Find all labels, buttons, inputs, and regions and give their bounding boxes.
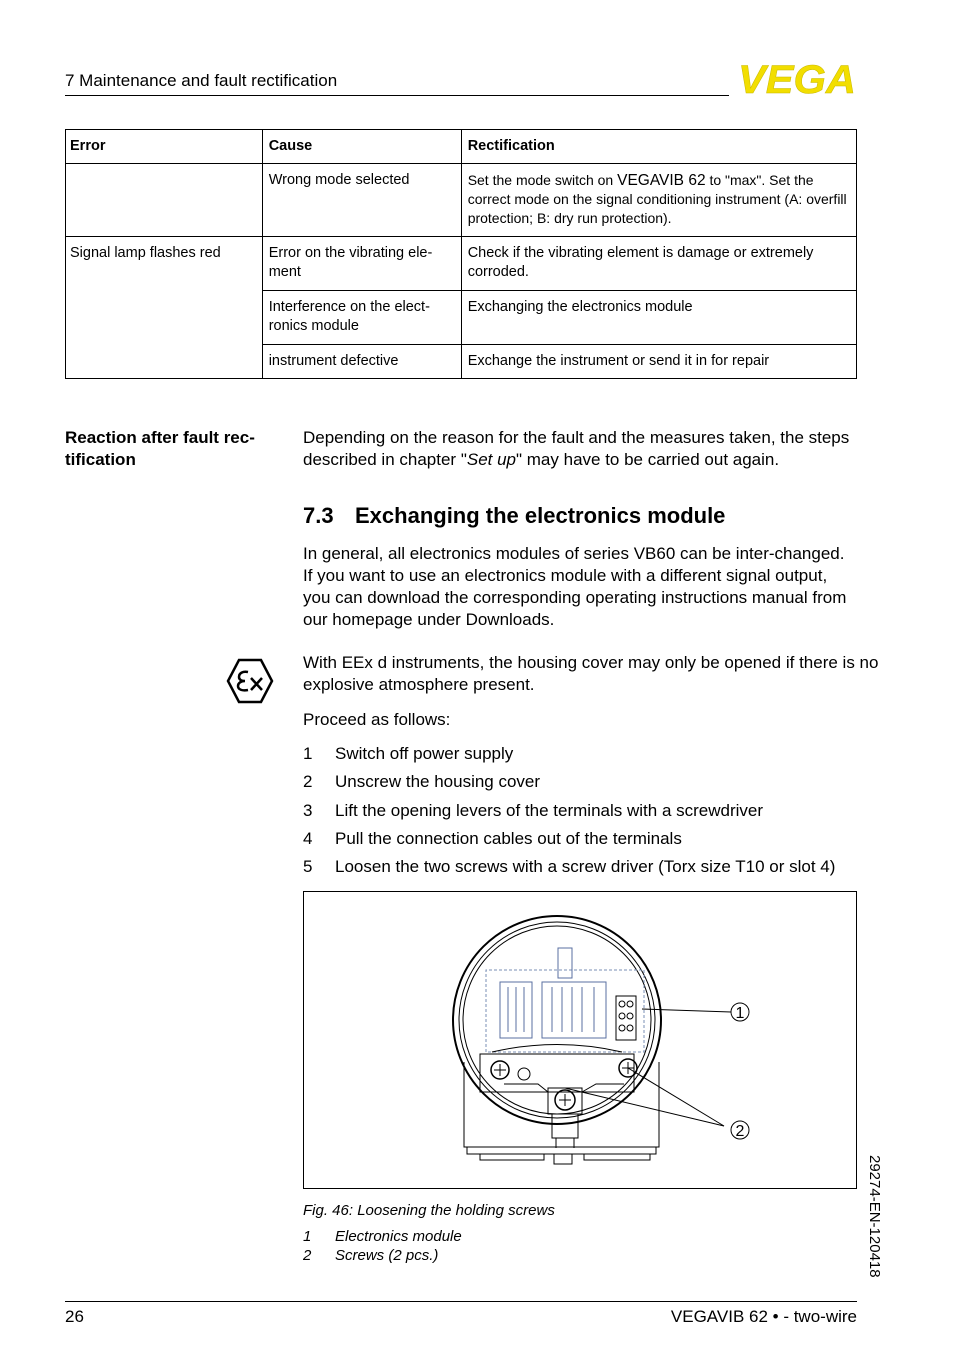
cell-rectification: [461, 164, 856, 237]
step-number: 2: [303, 772, 313, 791]
cell-rectification: Check if the vibrating element is damage or extremely corroded.: [461, 237, 856, 291]
step-text: Switch off power supply: [335, 744, 514, 763]
col-header-error: Error: [66, 130, 263, 164]
section-title: Exchanging the electronics module: [355, 503, 726, 528]
housing-drawing: [304, 892, 856, 1188]
table-row: [66, 237, 857, 291]
setup-chapter-link: Set up: [466, 450, 517, 469]
figure-frame: [303, 891, 857, 1189]
cell-cause: Wrong mode selected: [262, 164, 461, 237]
legend-item: [303, 1247, 438, 1264]
callout-2-label: 2: [735, 1123, 745, 1140]
ex-hazard-icon: [226, 658, 274, 704]
legend-number: 1: [303, 1228, 312, 1245]
svg-text:VEGA: VEGA: [738, 62, 856, 98]
header-rule: [65, 95, 729, 96]
page-number: 26: [65, 1307, 84, 1326]
step-text: Pull the connection cables out of the terminals: [335, 829, 682, 848]
cell-rectification: Exchanging the electronics module: [461, 291, 856, 345]
section-number: 7.3: [303, 503, 334, 528]
list-item: [303, 828, 682, 850]
table-header-row: [66, 130, 857, 164]
legend-number: 2: [303, 1247, 312, 1264]
legend-item: [303, 1228, 462, 1245]
reaction-text-post: " may have to be carried out again.: [516, 450, 780, 469]
running-header: 7 Maintenance and fault rectification: [65, 71, 338, 90]
proceed-text: Proceed as follows:: [303, 710, 451, 729]
list-item: [303, 743, 513, 765]
list-item: [303, 800, 763, 822]
step-number: 3: [303, 801, 313, 820]
step-number: 1: [303, 744, 313, 763]
product-name: VEGAVIB 62: [617, 172, 706, 189]
step-number: 5: [303, 857, 313, 876]
cell-error: [66, 164, 263, 237]
step-text: Loosen the two screws with a screw driver (Torx size T10 or slot 4): [335, 857, 836, 876]
document-number: 29274-EN-120418: [866, 1155, 883, 1278]
vega-logo: [736, 62, 858, 98]
section-intro: In general, all electronics modules of series VB60 can be inter-changed. If you want to use an electronics module with a different signal output, you can download the corresponding operating instructions manual from our homepage under Downloads.: [303, 544, 847, 629]
reaction-text: [303, 427, 863, 471]
ex-warning-text: With EEx d instruments, the housing cover may only be opened if there is no explosive atmosphere present.: [303, 653, 879, 694]
list-item: [303, 771, 540, 793]
cell-cause: Error on the vibrating ele-ment: [262, 237, 461, 291]
callout-1-label: 1: [735, 1005, 745, 1022]
reaction-text-pre: Depending on the reason for the fault and the measures taken, the steps described in chapter ": [303, 428, 850, 469]
step-text: Unscrew the housing cover: [335, 772, 541, 791]
figure-caption: Fig. 46: Loosening the holding screws: [303, 1202, 555, 1219]
section-heading: [303, 503, 725, 529]
rect-text-post: to "max". Set the correct mode on the signal conditioning instrument (A: overfill protection; B: dry run protection).: [467, 172, 847, 226]
legend-text: Electronics module: [335, 1228, 462, 1245]
cell-cause: Interference on the elect-ronics module: [262, 291, 461, 345]
col-header-rectification: Rectification: [461, 130, 856, 164]
cell-rectification: Exchange the instrument or send it in for repair: [461, 345, 856, 379]
list-item: [303, 856, 835, 878]
rect-text-pre: Set the mode switch on: [467, 172, 618, 188]
fault-table: [65, 129, 857, 379]
cell-cause: instrument defective: [262, 345, 461, 379]
footer-rule: [65, 1301, 857, 1302]
legend-text: Screws (2 pcs.): [335, 1247, 439, 1264]
step-number: 4: [303, 829, 313, 848]
table-row: [66, 164, 857, 237]
col-header-cause: Cause: [262, 130, 461, 164]
cell-error: Signal lamp flashes red: [66, 237, 263, 379]
step-text: Lift the opening levers of the terminals with a screwdriver: [335, 801, 764, 820]
footer-product: VEGAVIB 62 • - two-wire: [670, 1307, 857, 1326]
reaction-label: Reaction after fault rec-tification: [65, 428, 255, 469]
